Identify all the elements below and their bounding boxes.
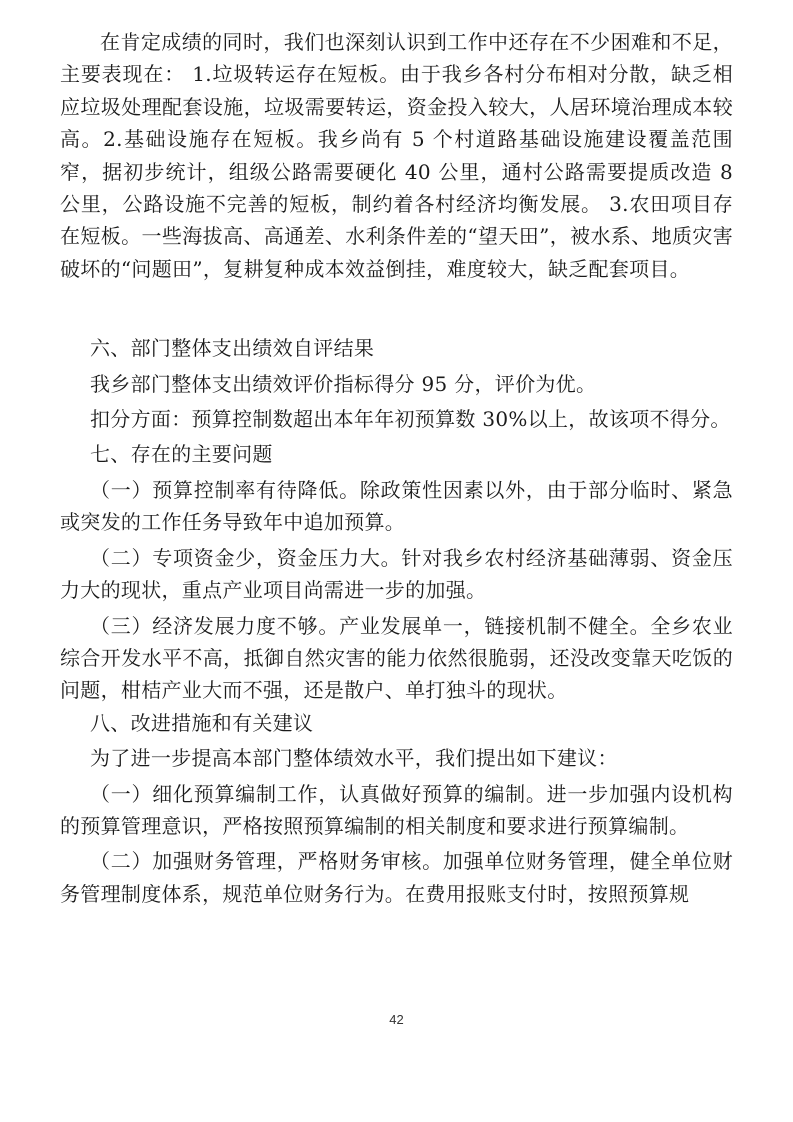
paragraph-issue-2: （二）专项资金少，资金压力大。针对我乡农村经济基础薄弱、资金压力大的现状，重点产业项目尚需进一步的加强。 <box>60 545 733 603</box>
paragraph-suggestion-intro: 为了进一步提高本部门整体绩效水平，我们提出如下建议： <box>90 746 618 771</box>
page-number: 42 <box>389 1012 404 1027</box>
paragraph-issue-1: （一）预算控制率有待降低。除政策性因素以外，由于部分临时、紧急或突发的工作任务导致年中追加预算。 <box>60 477 733 535</box>
section-heading-6: 六、部门整体支出绩效自评结果 <box>90 336 375 361</box>
paragraph-score: 我乡部门整体支出绩效评价指标得分 95 分，评价为优。 <box>90 371 597 396</box>
paragraph-suggestion-2: （二）加强财务管理，严格财务审核。加强单位财务管理，健全单位财务管理制度体系，规范单位财务行为。在费用报账支付时，按照预算规 <box>60 849 733 906</box>
paragraph-deduction: 扣分方面：预算控制数超出本年年初预算数 30%以上，故该项不得分。 <box>90 407 731 432</box>
paragraph-issue-3: （三）经济发展力度不够。产业发展单一，链接机制不健全。全乡农业综合开发水平不高，抵御自然灾害的能力依然很脆弱，还没改变靠天吃饭的问题，柑桔产业大而不强，还是散户、单打独斗的现状。 <box>60 613 733 703</box>
paragraph-difficulties: 在肯定成绩的同时，我们也深刻认识到工作中还存在不少困难和不足，主要表现在： 1.垃圾转运存在短板。由于我乡各村分布相对分散，缺乏相应垃圾处理配套设施，垃圾需要转运，资金投入较大，人居环境治理成本较高。2.基础设施存在短板。我乡尚有 5 个村道路基础设施建设覆盖范围窄，据初步统计，组级公路需要硬化 40 公里，通村公路需要提质改造 8 公里，公路设施不完善的短板，制约着各村经济均衡发展。 3.农田项目存在短板。一些海拔高、高通差、水利条件差的“望天田”，被水系、地质灾害破坏的“问题田”，复耕复种成本效益倒挂，难度较大，缺乏配套项目。 <box>60 30 733 281</box>
paragraph-suggestion-1: （一）细化预算编制工作，认真做好预算的编制。进一步加强内设机构的预算管理意识，严格按照预算编制的相关制度和要求进行预算编制。 <box>60 781 733 838</box>
section-heading-8: 八、改进措施和有关建议 <box>90 710 314 735</box>
section-heading-7: 七、存在的主要问题 <box>90 442 273 467</box>
